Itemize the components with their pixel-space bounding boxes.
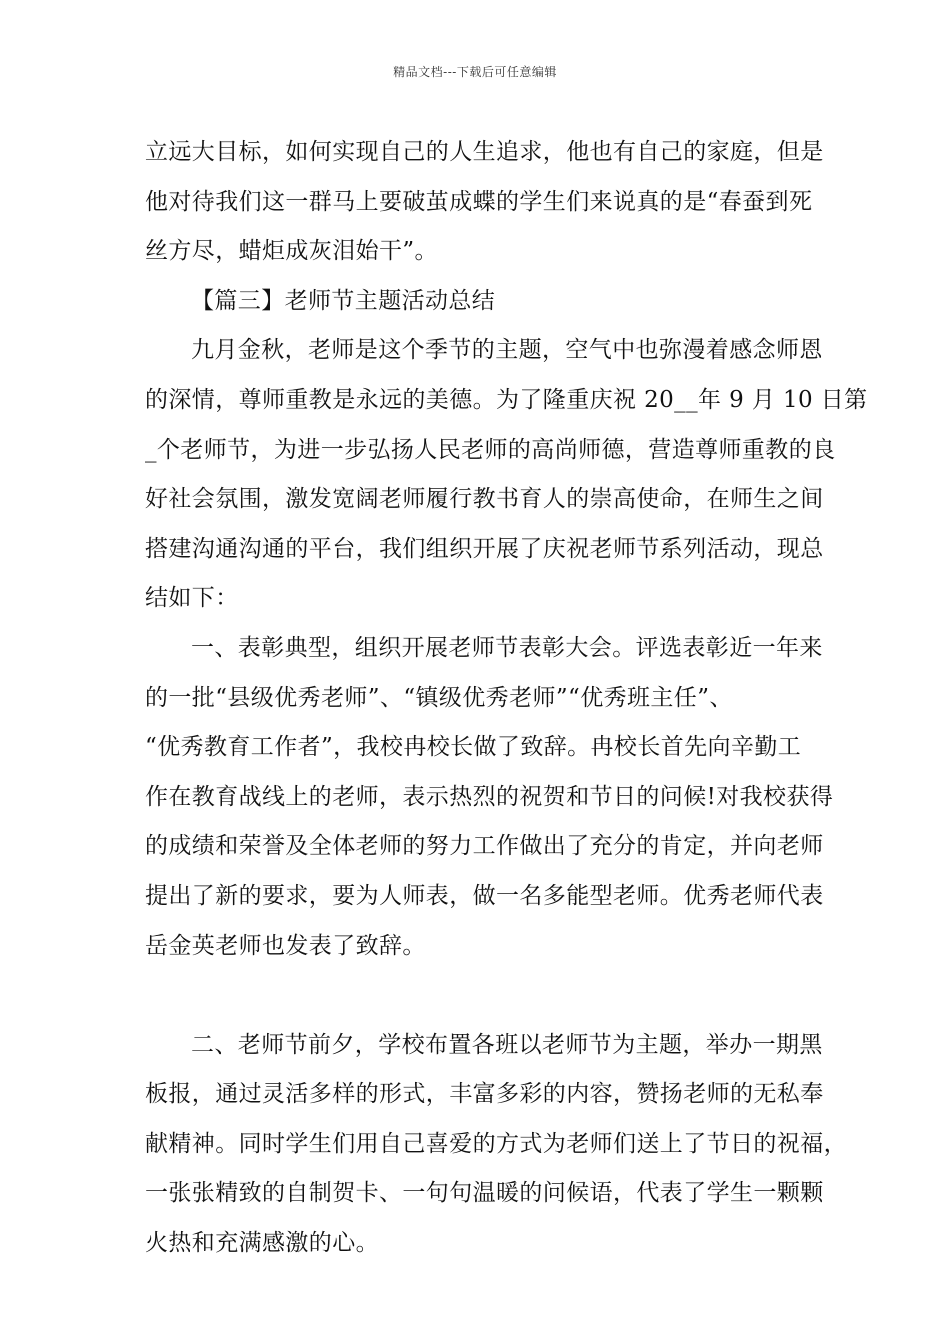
text-line: 立远大目标，如何实现自己的人生追求，他也有自己的家庭，但是 bbox=[145, 139, 824, 165]
section-heading: 【篇三】老师节主题活动总结 bbox=[191, 287, 496, 314]
text-line: 的深情，尊师重教是永远的美德。为了隆重庆祝 20__年 9 月 10 日第 bbox=[145, 386, 868, 413]
text-line: _个老师节，为进一步弘扬人民老师的高尚师德，营造尊师重教的良 bbox=[145, 436, 836, 463]
text-line: 献精神。同时学生们用自己喜爱的方式为老师们送上了节日的祝福， bbox=[145, 1130, 847, 1157]
text-line: 九月金秋，老师是这个季节的主题，空气中也弥漫着感念师恩 bbox=[191, 337, 823, 364]
text-line: 结如下： bbox=[145, 585, 239, 612]
text-line: 火热和充满感激的心。 bbox=[145, 1230, 379, 1257]
text-line: 的成绩和荣誉及全体老师的努力工作做出了充分的肯定，并向老师 bbox=[145, 833, 824, 860]
text-line: 丝方尽，蜡炬成灰泪始干”。 bbox=[145, 238, 438, 265]
page-header: 精品文档---下载后可任意编辑 bbox=[393, 65, 557, 79]
text-line: 一张张精致的自制贺卡、一句句温暖的问候语，代表了学生一颗颗 bbox=[145, 1180, 824, 1207]
text-line: 岳金英老师也发表了致辞。 bbox=[145, 932, 426, 959]
text-line: 二、老师节前夕，学校布置各班以老师节为主题，举办一期黑 bbox=[191, 1031, 823, 1058]
text-line: “优秀教育工作者”，我校冉校长做了致辞。冉校长首先向辛勤工 bbox=[145, 734, 802, 761]
text-line: 他对待我们这一群马上要破茧成蝶的学生们来说真的是“春蚕到死 bbox=[145, 188, 813, 215]
text-line: 板报，通过灵活多样的形式，丰富多彩的内容，赞扬老师的无私奉 bbox=[145, 1081, 824, 1108]
document-body bbox=[145, 128, 868, 1269]
text-line: 的一批“县级优秀老师”、“镇级优秀老师”“优秀班主任”、 bbox=[145, 684, 733, 711]
text-line: 提出了新的要求，要为人师表，做一名多能型老师。优秀老师代表 bbox=[145, 882, 824, 909]
paragraph-gap bbox=[145, 971, 809, 1021]
text-line: 作在教育战线上的老师，表示热烈的祝贺和节日的问候!对我校获得 bbox=[145, 783, 834, 810]
text-line: 搭建沟通沟通的平台，我们组织开展了庆祝老师节系列活动，现总 bbox=[145, 535, 824, 562]
text-line: 好社会氛围，激发宽阔老师履行教书育人的崇高使命，在师生之间 bbox=[145, 486, 824, 513]
text-line: 一、表彰典型，组织开展老师节表彰大会。评选表彰近一年来 bbox=[191, 634, 823, 661]
